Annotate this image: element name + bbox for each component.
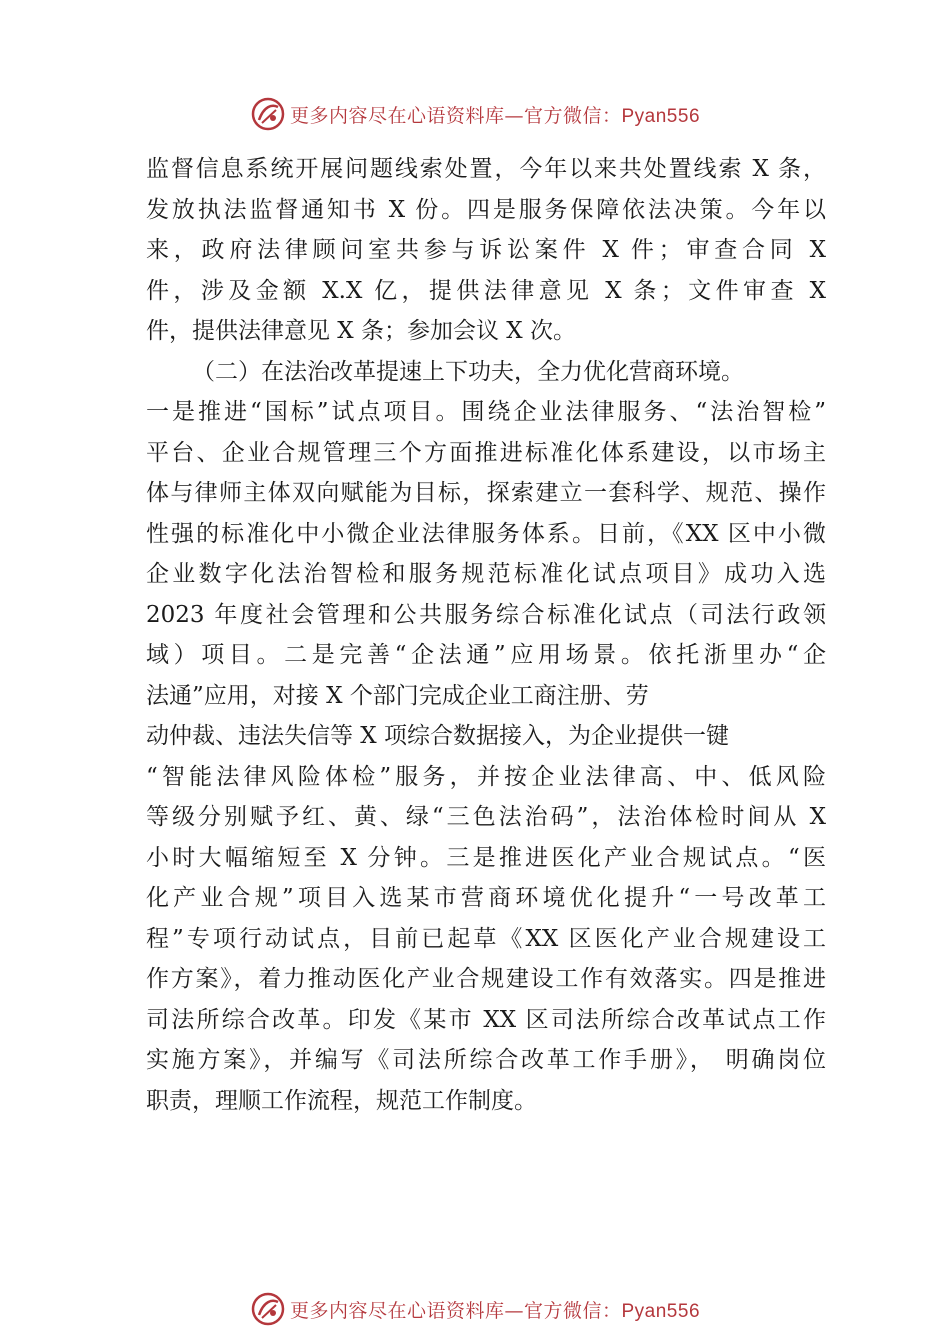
document-body	[146, 149, 826, 1121]
logo-icon	[250, 1291, 286, 1327]
body-line: 件，提供法律意见 X 条；参加会议 X 次。	[146, 318, 576, 344]
body-line: 性强的标准化中小微企业法律服务体系。日前，《XX 区中小微	[146, 520, 826, 547]
body-line: 职责，理顺工作流程，规范工作制度。	[146, 1087, 537, 1114]
body-line: 发放执法监督通知书 X 份。四是服务保障依法决策。今年以	[146, 196, 826, 223]
body-line: 一是推进“国标”试点项目。围绕企业法律服务、“法治智检”	[146, 399, 826, 425]
watermark-text: 更多内容尽在心语资料库—官方微信：	[289, 1299, 622, 1322]
body-line: 作方案》，着力推动医化产业合规建设工作有效落实。四是推进	[146, 966, 826, 992]
body-line: 司法所综合改革。印发《某市 XX 区司法所综合改革试点工作	[146, 1006, 826, 1033]
logo-icon	[250, 96, 286, 132]
body-line: 化产业合规”项目入选某市营商环境优化提升“一号改革工	[146, 885, 826, 911]
body-line: 域）项目。二是完善“企法通”应用场景。依托浙里办“企	[146, 642, 826, 668]
watermark-text: 更多内容尽在心语资料库—官方微信：	[289, 104, 622, 127]
wechat-id: Pyan556	[621, 105, 701, 127]
body-line: 法通”应用，对接 X 个部门完成企业工商注册、劳	[146, 682, 649, 709]
body-line: 件，涉及金额 X.X 亿，提供法律意见 X 条；文件审查 X	[146, 277, 826, 304]
body-line: 平台、企业合规管理三个方面推进标准化体系建设，以市场主	[146, 439, 826, 466]
body-line: 等级分别赋予红、黄、绿“三色法治码”，法治体检时间从 X	[146, 804, 826, 830]
body-line: “智能法律风险体检”服务，并按企业法律高、中、低风险	[146, 763, 826, 790]
body-line: 体与律师主体双向赋能为目标，探索建立一套科学、规范、操作	[146, 480, 826, 506]
body-line: 动仲裁、违法失信等 X 项综合数据接入，为企业提供一键	[146, 723, 729, 749]
body-line: 2023 年度社会管理和公共服务综合标准化试点（司法行政领	[146, 601, 826, 628]
body-line: 企业数字化法治智检和服务规范标准化试点项目》成功入选	[146, 561, 826, 587]
body-line: 来，政府法律顾问室共参与诉讼案件 X 件；审查合同 X	[146, 237, 826, 263]
body-line: 小时大幅缩短至 X 分钟。三是推进医化产业合规试点。“医	[146, 844, 826, 871]
header-watermark	[0, 94, 950, 134]
wechat-id: Pyan556	[621, 1300, 701, 1322]
footer-watermark	[0, 1289, 950, 1329]
section-heading: （二）在法治改革提速上下功夫，全力优化营商环境。	[192, 358, 744, 385]
body-line: 监督信息系统开展问题线索处置，今年以来共处置线索 X 条，	[146, 156, 826, 182]
body-line: 程”专项行动试点，目前已起草《XX 区医化产业合规建设工	[146, 925, 826, 952]
body-line: 实施方案》，并编写《司法所综合改革工作手册》， 明确岗位	[146, 1047, 826, 1073]
